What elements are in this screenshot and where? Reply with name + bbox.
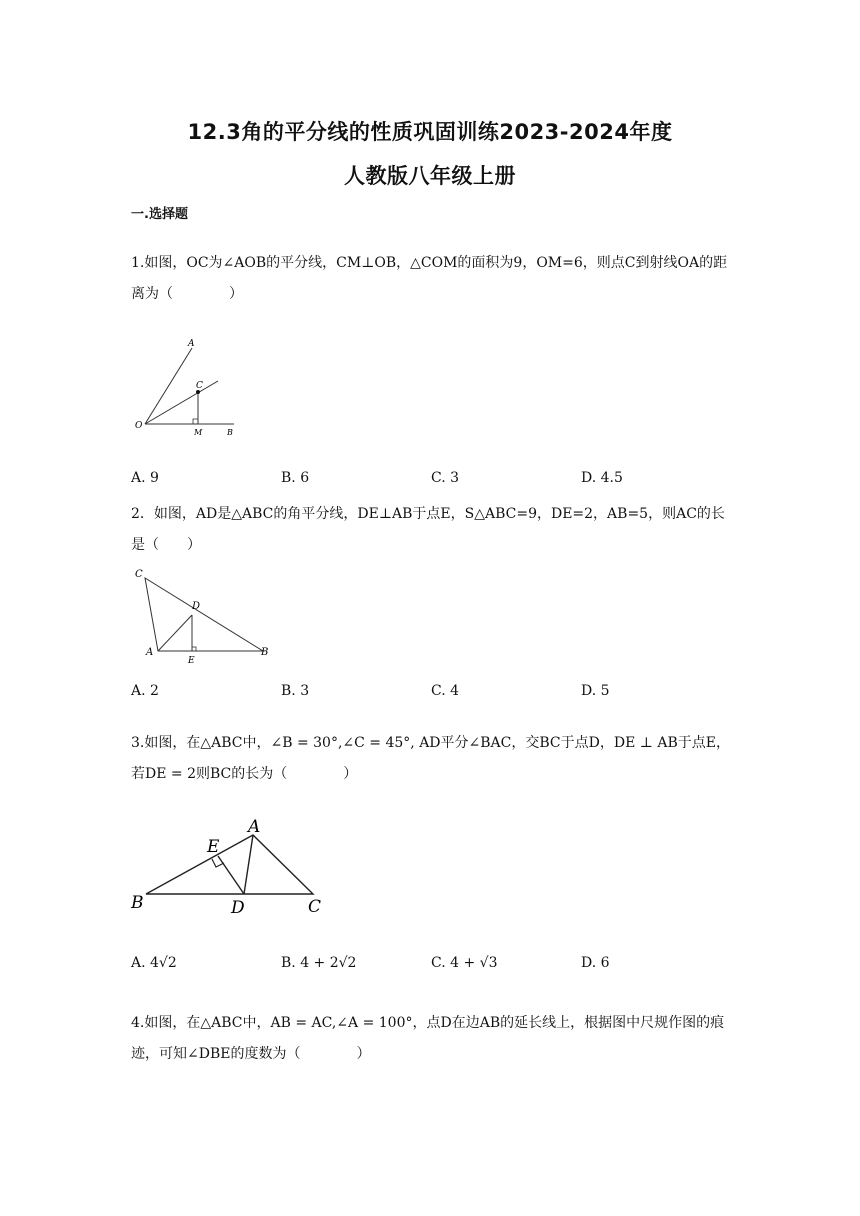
label-a: A: [248, 817, 261, 837]
segment-de: [218, 856, 244, 894]
question-3-text: 3.如图，在△ABC中，∠B = 30°,∠C = 45°, AD平分∠BAC，交BC于点D，DE ⊥ AB于点E，若DE = 2则BC的长为（ ）: [131, 735, 730, 782]
ray-oa: [145, 348, 192, 424]
label-e: E: [188, 656, 195, 665]
segment-ad: [244, 835, 253, 894]
q1-option-a[interactable]: A. 9: [131, 470, 159, 486]
ray-oc: [145, 381, 218, 424]
question-2-figure: [130, 565, 275, 665]
q3-option-b[interactable]: B. 4 + 2√2: [281, 955, 357, 971]
triangle-abc: [146, 835, 313, 894]
label-a: A: [188, 339, 195, 349]
q1-option-b[interactable]: B. 6: [281, 470, 310, 486]
q1-option-c[interactable]: C. 3: [431, 470, 460, 486]
q1-option-d[interactable]: D. 4.5: [581, 470, 623, 486]
question-3-figure: [128, 812, 333, 922]
question-2-text: 2．如图，AD是△ABC的角平分线，DE⊥AB于点E，S△ABC=9，DE=2，AB=5，则AC的长是（ ）: [131, 506, 725, 553]
label-b: B: [261, 647, 269, 658]
right-angle-mark: [193, 419, 198, 424]
label-d: D: [231, 898, 245, 918]
label-d: D: [192, 601, 201, 612]
q2-option-a[interactable]: A. 2: [131, 683, 159, 699]
q2-option-b[interactable]: B. 3: [281, 683, 310, 699]
q2-option-c[interactable]: C. 4: [431, 683, 460, 699]
question-1-figure: [130, 333, 250, 443]
label-c: C: [135, 569, 143, 580]
q3-option-c[interactable]: C. 4 + √3: [431, 955, 498, 971]
section-heading: 一.选择题: [131, 207, 188, 222]
label-m: M: [194, 428, 203, 437]
q3-option-d[interactable]: D. 6: [581, 955, 610, 971]
question-1-text: 1.如图，OC为∠AOB的平分线，CM⊥OB，△COM的面积为9，OM=6，则点C到射线OA的距离为（ ）: [131, 255, 728, 302]
segment-ad: [158, 615, 192, 651]
q2-option-d[interactable]: D. 5: [581, 683, 610, 699]
page-title: 12.3角的平分线的性质巩固训练2023-2024年度: [187, 120, 673, 144]
right-angle-mark: [192, 647, 196, 651]
label-o: O: [135, 421, 143, 431]
question-4-text: 4.如图，在△ABC中，AB = AC,∠A = 100°，点D在边AB的延长线上，根据图中尺规作图的痕迹，可知∠DBE的度数为（ ）: [131, 1015, 725, 1062]
triangle-abc: [145, 578, 263, 651]
label-b: B: [131, 893, 144, 913]
label-c: C: [308, 897, 322, 917]
label-b: B: [227, 428, 233, 437]
label-a: A: [146, 647, 154, 658]
label-c: C: [196, 381, 203, 391]
q3-option-a[interactable]: A. 4√2: [131, 955, 177, 971]
page-subtitle: 人教版八年级上册: [344, 164, 516, 188]
label-e: E: [207, 837, 220, 857]
